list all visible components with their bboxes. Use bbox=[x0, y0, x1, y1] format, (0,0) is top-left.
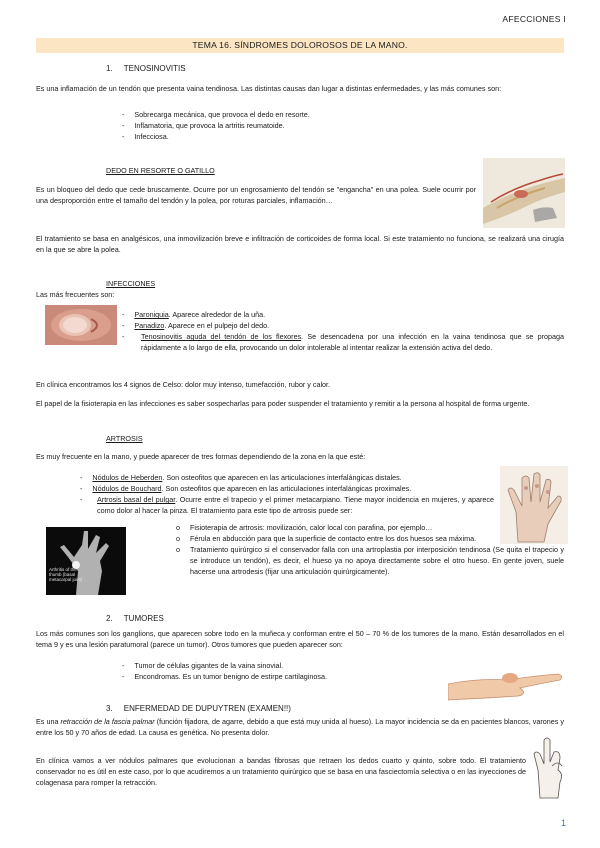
artrosis-intro: Es muy frecuente en la mano, y puede aparecer de tres formas dependiendo de la zona en la que esté: bbox=[36, 452, 366, 461]
list-item: o Tratamiento quirúrgico si el conservador falla con una artroplastia por interposición tendinosa (Se quita el trapecio y se introduce un tendón), es decir, el hueso ya no apoya directamente sobre el otro hueso. En gente joven, suele hacerse una artrodesis (fijar una articulación quirúrgicamente). bbox=[176, 545, 564, 576]
chapter-title-bar bbox=[36, 38, 564, 53]
section-title: TENOSINOVITIS bbox=[123, 64, 186, 73]
infecciones-paragraph-1: En clínica encontramos los 4 signos de Celso: dolor muy intenso, tumefacción, rubor y calor. bbox=[36, 380, 331, 389]
section-1-heading bbox=[106, 64, 186, 73]
section-3-paragraph-1: Es una retracción de la fascia palmar (función fijadora, de agarre, debido a que está muy unida al hueso). La mayor incidencia se da en pacientes blancos, varones y entre los 50 y 70 años de edad. La causa es genética. No presenta dolor. bbox=[36, 717, 564, 737]
chapter-title: TEMA 16. SÍNDROMES DOLOROSOS DE LA MANO. bbox=[192, 40, 408, 50]
thumb-arthritis-xray bbox=[46, 527, 126, 595]
dupuytren-hand-illustration bbox=[532, 730, 568, 800]
section-3-paragraph-2: En clínica vamos a ver nódulos palmares que evolucionan a bandas fibrosas que retraen los dedos cuarto y quinto, sobre todo. El tratamiento conservador no es útil en este caso, por lo que acudiremos a un tratamiento quirúrgico que se basa en una fasciectomía selectiva o en las inyecciones de colagenasa para romper la retracción. bbox=[36, 756, 526, 787]
section-2-intro: Los más comunes son los ganglions, que aparecen sobre todo en la muñeca y conforman entre el 50 – 70 % de los tumores de la mano. Están desarrollados en el tema 9 y es una lesión paratumoral (parece un tumor). Otros tumores que pueden aparecer son: bbox=[36, 629, 564, 649]
subheading-artrosis: ARTROSIS bbox=[106, 434, 143, 443]
running-header: AFECCIONES I bbox=[502, 14, 566, 24]
list-item: - Sobrecarga mecánica, que provoca el dedo en resorte. bbox=[122, 110, 310, 119]
artrosis-treatment-list bbox=[176, 522, 564, 577]
resorte-paragraph-2: El tratamiento se basa en analgésicos, una inmovilización breve e infiltración de corticoides de forma local. Si este tratamiento no funciona, se realizará una cirugía en la que se abre la polea. bbox=[36, 234, 564, 254]
resorte-paragraph-1: Es un bloqueo del dedo que cede bruscamente. Ocurre por un engrosamiento del tendón se "engancha" en una polea. Suele ocurrir por una desproporción entre el tamaño del tendón y la polea, por roturas parciales, inflamación… bbox=[36, 185, 476, 205]
subheading-infecciones: INFECCIONES bbox=[106, 279, 156, 288]
list-item: - Artrosis basal del pulgar. Ocurre entre el trapecio y el primer metacarpiano. Tiene mayor incidencia en mujeres, y aparece como dolor al hacer la pinza. El tratamiento para este tipo de artrosis puede ser: bbox=[80, 495, 495, 515]
page-number: 1 bbox=[560, 818, 566, 828]
section-1-bullet-list bbox=[122, 109, 422, 142]
list-item: - Nódulos de Heberden. Son osteofitos que aparecen en las articulaciones interfalángicas distales. bbox=[80, 473, 402, 482]
subheading-dedo-en-resorte: DEDO EN RESORTE O GATILLO bbox=[106, 166, 215, 175]
list-item: - Tumor de células gigantes de la vaina sinovial. bbox=[122, 661, 284, 670]
list-item: o Fisioterapia de artrosis: movilización, calor local con parafina, por ejemplo… bbox=[176, 523, 433, 532]
list-item: - Panadizo. Aparece en el pulpejo del dedo. bbox=[122, 321, 270, 330]
list-item: - Inflamatoria, que provoca la artritis reumatoide. bbox=[122, 121, 285, 130]
nail-infection-photo bbox=[45, 305, 117, 345]
list-item: - Infecciosa. bbox=[122, 132, 169, 141]
trigger-finger-illustration bbox=[483, 158, 565, 228]
list-item: - Nódulos de Bouchard. Son osteofitos que aparecen en las articulaciones interfalángicas proximales. bbox=[80, 484, 412, 493]
section-1-intro: Es una inflamación de un tendón que presenta vaina tendinosa. Las distintas causas dan lugar a distintas enfermedades, y las más comunes son: bbox=[36, 84, 502, 93]
infecciones-intro: Las más frecuentes son: bbox=[36, 290, 115, 299]
infecciones-paragraph-2: El papel de la fisioterapia en las infecciones es saber sospecharlas para poder suspender el tratamiento y remitir a la persona al hospital de forma urgente. bbox=[36, 399, 530, 408]
wrist-ganglion-illustration bbox=[448, 656, 564, 702]
list-item: - Tenosinovitis aguda del tendón de los flexores. Se desencadena por una infección en la vaina tendinosa que se propaga rápidamente a lo largo de ella, provocando un dolor intolerable al intentar realizar la extensión activa del dedo. bbox=[122, 332, 564, 352]
artrosis-bullet-list bbox=[80, 472, 494, 516]
section-2-heading: 2. TUMORES bbox=[106, 614, 164, 623]
list-item: - Encondromas. Es un tumor benigno de estirpe cartilaginosa. bbox=[122, 672, 327, 681]
list-item: o Férula en abducción para que la superficie de contacto entre los dos huesos sea máxima. bbox=[176, 534, 477, 543]
infecciones-bullet-list bbox=[122, 309, 564, 353]
list-item: - Paroniquia. Aparece alrededor de la uña. bbox=[122, 310, 266, 319]
xray-caption: Arthritis of the thumb (basal metacarpal joint) bbox=[49, 567, 83, 582]
section-2-bullet-list bbox=[122, 660, 422, 682]
section-number: 1. bbox=[106, 64, 113, 73]
section-3-heading: 3. ENFERMEDAD DE DUPUYTREN (EXAMEN!!) bbox=[106, 704, 291, 713]
